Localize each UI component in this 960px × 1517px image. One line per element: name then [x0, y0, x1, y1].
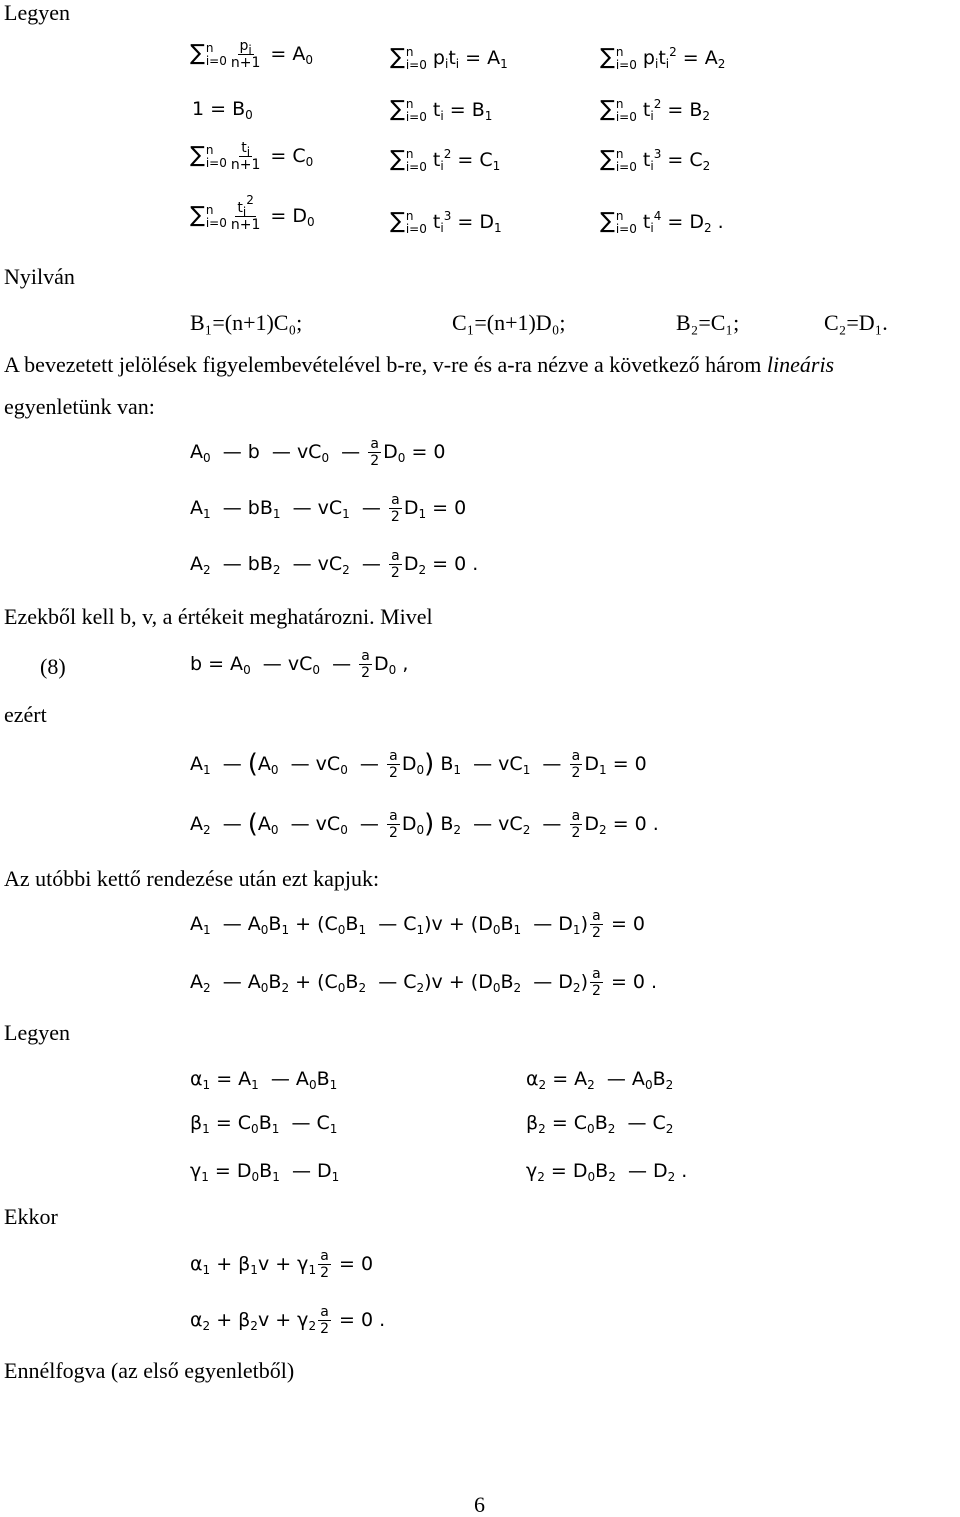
relation-c1: C₁=(n+1)D₀; [452, 310, 566, 335]
def-gamma-2: $\gamma_2 = D_0B_2$ — $D_2$ . [526, 1160, 688, 1184]
page-number: 6 [474, 1492, 485, 1517]
formula-c1: ∑ n i=0 $t_i^2 = C_1$ [390, 147, 501, 174]
label-ekkor: Ekkor [4, 1204, 58, 1229]
paragraph-intro-italic: lineáris [766, 352, 835, 377]
label-ezekbol: Ezekből kell b, v, a értékeit meghatározni. Mivel [4, 604, 433, 629]
formula-b0: $1 = B_0$ [192, 98, 253, 122]
equation-final-2: $\alpha_2 + \beta_2v + \gamma_2$ $\frac{a}{2}$ = 0 . [190, 1304, 386, 1338]
label-az-utobbi: Az utóbbi kettő rendezése után ezt kapjuk: [4, 866, 380, 891]
equation-2: $A_1$ — $bB_1$ — $vC_1$ — $\frac{a}{2}$ $D_1 = 0$ [190, 492, 467, 526]
def-beta-1: $\beta_1 = C_0B_1$ — $C_1$ [190, 1112, 338, 1136]
equation-sub-1: $A_1$ — ($A_0$ — $vC_0$ — $\frac{a}{2}$ $D_0$) $B_1$ — $vC_1$ — $\frac{a}{2}$ $D_1 = 0$ [190, 748, 647, 782]
formula-a2: ∑ n i=0 $p_it_i^2 = A_2$ [600, 45, 726, 72]
equation-number-8: (8) [40, 654, 66, 679]
def-gamma-1: $\gamma_1 = D_0B_1$ — $D_1$ [190, 1160, 340, 1184]
paragraph-intro [4, 354, 834, 376]
formula-a1: ∑ n i=0 $p_it_i = A_1$ [390, 45, 508, 72]
formula-d2: ∑ n i=0 $t_i^4 = D_2$ . [600, 209, 724, 236]
equation-8: $b = A_0$ — $vC_0$ — $\frac{a}{2}$ $D_0$ , [190, 648, 409, 682]
label-ezert: ezért [4, 702, 47, 727]
formula-d1: ∑ n i=0 $t_i^3 = D_1$ [390, 209, 502, 236]
paragraph-intro-text: A bevezetett jelölések figyelembevételével b-re, v-re és a-ra nézve a következő három [4, 352, 762, 377]
formula-b1: ∑ n i=0 $t_i = B_1$ [390, 97, 493, 124]
label-ennelfogva: Ennélfogva (az első egyenletből) [4, 1358, 295, 1383]
def-beta-2: $\beta_2 = C_0B_2$ — $C_2$ [526, 1112, 674, 1136]
label-legyen-2: Legyen [4, 1020, 70, 1045]
relation-c2: C₂=D₁. [824, 310, 888, 335]
equation-final-1: $\alpha_1 + \beta_1v + \gamma_1$ $\frac{a}{2}$ = 0 [190, 1248, 374, 1282]
equation-sub-2: $A_2$ — ($A_0$ — $vC_0$ — $\frac{a}{2}$ $D_0$) $B_2$ — $vC_2$ — $\frac{a}{2}$ $D_2 = 0$ . [190, 808, 659, 842]
formula-b2: ∑ n i=0 $t_i^2 = B_2$ [600, 97, 711, 124]
paragraph-intro-2: egyenletünk van: [4, 394, 155, 419]
formula-c2: ∑ n i=0 $t_i^3 = C_2$ [600, 147, 711, 174]
equation-arranged-2: $A_2$ — $A_0B_2 + (C_0B_2$ — $C_2)v + (D_0B_2$ — $D_2$) $\frac{a}{2}$ = 0 . [190, 966, 658, 1000]
relation-b2: B₂=C₁; [676, 310, 740, 335]
formula-d0: ∑ n i=0 $\frac{t_i^2}{n+1}$ = $D_0$ [190, 193, 315, 234]
equation-arranged-1: $A_1$ — $A_0B_1 + (C_0B_1$ — $C_1)v + (D_0B_1$ — $D_1$) $\frac{a}{2}$ = 0 [190, 908, 645, 942]
equation-1: $A_0$ — b — $vC_0$ — $\frac{a}{2}$ $D_0 = 0$ [190, 436, 446, 470]
label-nyilvan: Nyilván [4, 264, 75, 289]
label-legyen: Legyen [4, 0, 70, 25]
equation-3: $A_2$ — $bB_2$ — $vC_2$ — $\frac{a}{2}$ $D_2 = 0$ . [190, 548, 479, 582]
relation-b1: B₁=(n+1)C₀; [190, 310, 303, 335]
formula-a0: ∑ n i=0 $\frac{p_i}{n+1}$ = $A_0$ [190, 38, 314, 72]
def-alpha-2: $\alpha_2 = A_2$ — $A_0B_2$ [526, 1068, 674, 1092]
def-alpha-1: $\alpha_1 = A_1$ — $A_0B_1$ [190, 1068, 338, 1092]
formula-c0: ∑ n i=0 $\frac{t_i}{n+1}$ = $C_0$ [190, 140, 314, 174]
